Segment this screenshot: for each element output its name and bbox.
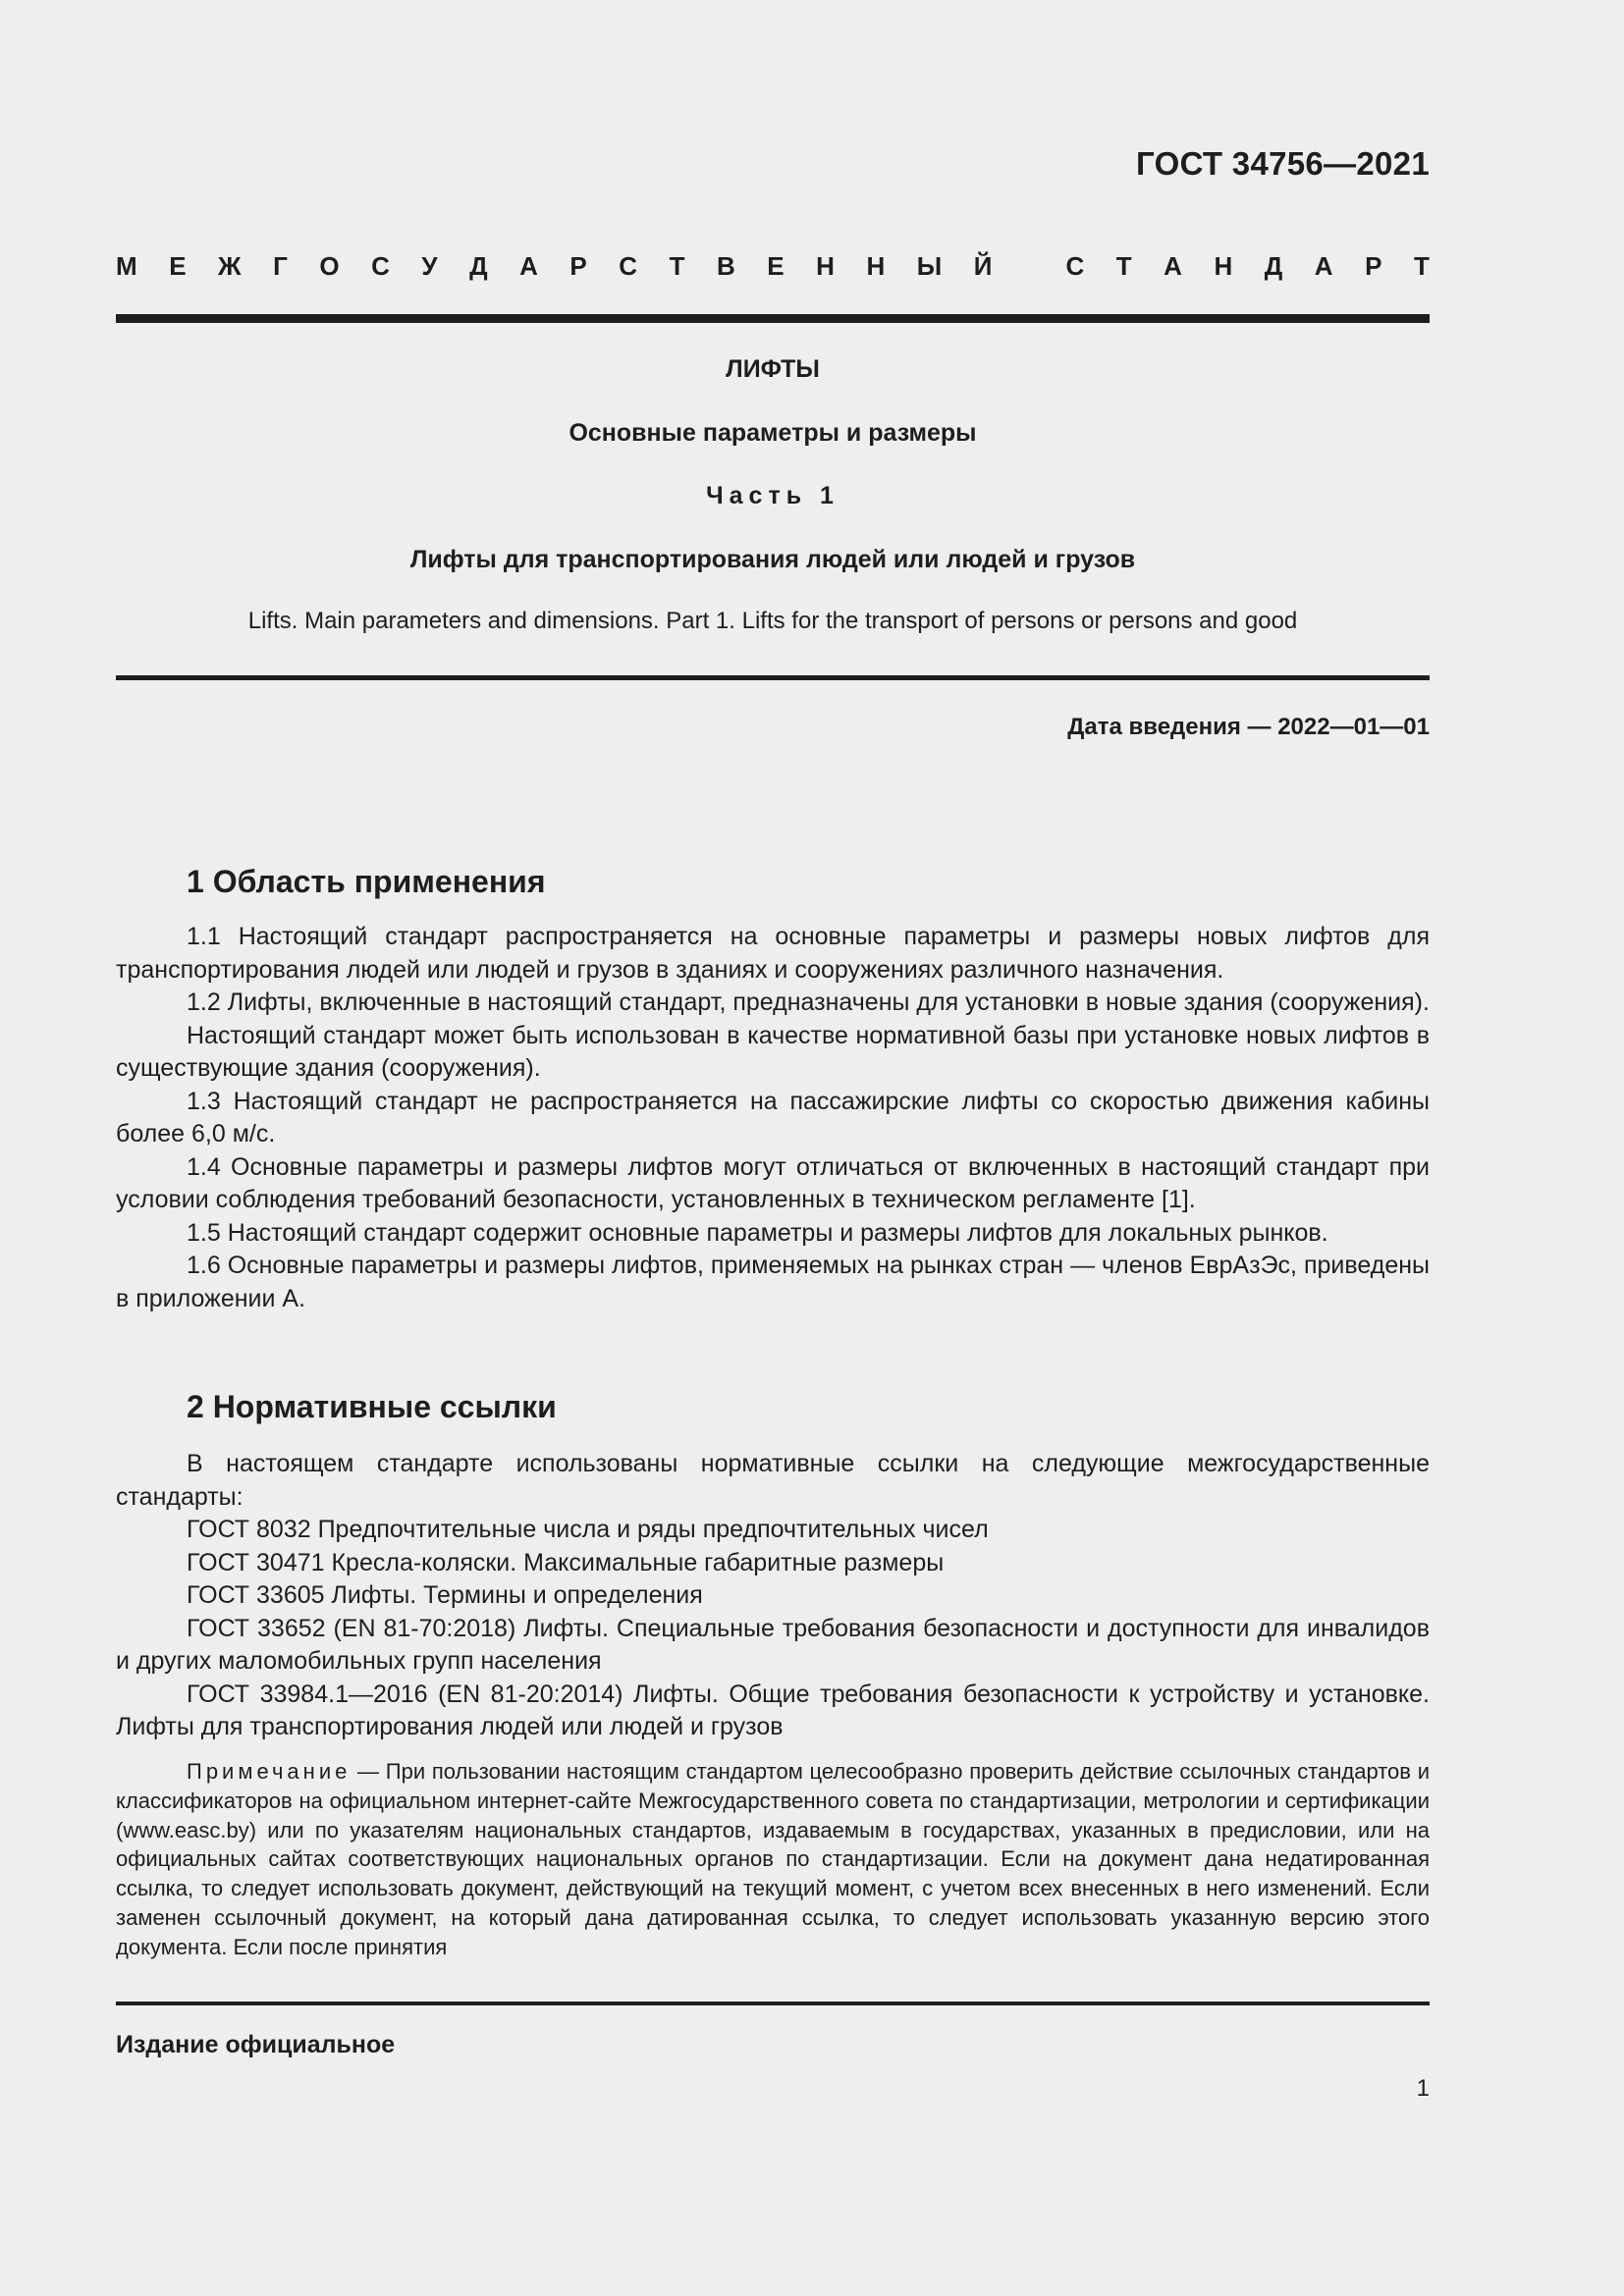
standard-type-letter: С bbox=[371, 251, 390, 281]
title-part-name: Лифты для транспортирования людей или людей и грузов bbox=[409, 546, 1136, 573]
standard-type-letter: Ж bbox=[218, 251, 242, 281]
reference-gost-8032: ГОСТ 8032 Предпочтительные числа и ряды предпочтительных чисел bbox=[187, 1516, 989, 1543]
title-part: Часть 1 bbox=[706, 482, 839, 509]
paragraph-1-2: 1.2 Лифты, включенные в настоящий стандарт, предназначены для установки в новые здания (сооружения). bbox=[187, 988, 1430, 1016]
standard-type-letter: Е bbox=[767, 251, 785, 281]
title-english: Lifts. Main parameters and dimensions. Part 1. Lifts for the transport of persons or persons and good bbox=[247, 608, 1298, 634]
paragraph-1-1: 1.1 Настоящий стандарт распространяется на основные параметры и размеры новых лифтов для транспортирования людей или людей и грузов в зданиях и сооружениях различного назначения. bbox=[116, 923, 1430, 984]
standard-type-letter: Н bbox=[866, 251, 886, 281]
standard-type-letter: О bbox=[319, 251, 340, 281]
paragraph-1-3: 1.3 Настоящий стандарт не распространяется на пассажирские лифты со скоростью движения кабины более 6,0 м/с. bbox=[116, 1087, 1430, 1148]
note-paragraph bbox=[116, 1757, 1430, 1962]
title-bottom-rule bbox=[116, 675, 1430, 680]
standard-type-letter: А bbox=[1314, 251, 1333, 281]
standard-type-letter: С bbox=[619, 251, 638, 281]
standard-type-letter: Т bbox=[669, 251, 685, 281]
section-2-body bbox=[116, 1448, 1430, 1744]
official-edition: Издание официальное bbox=[116, 2031, 396, 2058]
standard-type-letter: Д bbox=[469, 251, 488, 281]
standard-type-letter: Ы bbox=[916, 251, 943, 281]
note bbox=[116, 1757, 1430, 1962]
standard-type-letter: С bbox=[1065, 251, 1085, 281]
standard-type-letter: А bbox=[519, 251, 538, 281]
note-label: Примечание bbox=[187, 1759, 352, 1784]
standard-type-letter: Т bbox=[1413, 251, 1430, 281]
standard-type-letter: А bbox=[1164, 251, 1182, 281]
standard-type-letter: Р bbox=[1365, 251, 1382, 281]
section-1-body bbox=[116, 921, 1430, 1315]
standard-type-letter: Р bbox=[569, 251, 587, 281]
paragraph-1-4: 1.4 Основные параметры и размеры лифтов могут отличаться от включенных в настоящий стандарт при условии соблюдения требований безопасности, установленных в техническом регламенте [1]. bbox=[116, 1152, 1430, 1213]
standard-type-gap bbox=[1024, 251, 1034, 282]
standard-type-letter: Й bbox=[973, 251, 993, 281]
reference-gost-33652: ГОСТ 33652 (EN 81-70:2018) Лифты. Специальные требования безопасности и доступности для инвалидов и других маломобильных групп населения bbox=[116, 1614, 1430, 1675]
standard-type-letter: У bbox=[421, 251, 438, 281]
standard-type-letter: Н bbox=[816, 251, 835, 281]
references-intro: В настоящем стандарте использованы нормативные ссылки на следующие межгосударственные стандарты: bbox=[116, 1450, 1430, 1511]
section-2-title: 2 Нормативные ссылки bbox=[187, 1389, 557, 1424]
section-1-title: 1 Область применения bbox=[187, 864, 546, 899]
page-number: 1 bbox=[1416, 2075, 1430, 2102]
title-subtitle: Основные параметры и размеры bbox=[568, 419, 977, 447]
standard-type-letter: Г bbox=[273, 251, 288, 281]
standard-type-letter: Е bbox=[169, 251, 187, 281]
standard-type-letter: Д bbox=[1264, 251, 1283, 281]
reference-gost-33984: ГОСТ 33984.1—2016 (EN 81-20:2014) Лифты. Общие требования безопасности к устройству и установке. Лифты для транспортирования людей или людей и грузов bbox=[116, 1680, 1430, 1740]
reference-gost-30471: ГОСТ 30471 Кресла-коляски. Максимальные габаритные размеры bbox=[187, 1548, 945, 1576]
introduction-date: Дата введения — 2022—01—01 bbox=[1067, 714, 1430, 740]
title-main: ЛИФТЫ bbox=[726, 355, 820, 383]
top-rule bbox=[116, 314, 1430, 323]
reference-gost-33605: ГОСТ 33605 Лифты. Термины и определения bbox=[187, 1581, 703, 1609]
standard-type-letter: Т bbox=[1115, 251, 1132, 281]
paragraph-1-2-cont: Настоящий стандарт может быть использован в качестве нормативной базы при установке новых лифтов в существующие здания (сооружения). bbox=[116, 1021, 1430, 1082]
document-code: ГОСТ 34756—2021 bbox=[1136, 145, 1430, 182]
standard-type-letter: Н bbox=[1214, 251, 1233, 281]
standard-type-letter: В bbox=[716, 251, 735, 281]
paragraph-1-5: 1.5 Настоящий стандарт содержит основные параметры и размеры лифтов для локальных рынков. bbox=[187, 1218, 1328, 1247]
note-text: — При пользовании настоящим стандартом целесообразно проверить действие ссылочных стандартов и классификаторов на официальном интернет-сайте Межгосударственного совета по стандартизации, метрологии и сертификации (www.easc.by) или по указателям национальных стандартов, издаваемым в государствах, указанных в предисловии, или на официальных сайтах соответствующих национальных органов по стандартизации. Если на документ дана недатированная ссылка, то следует использовать документ, действующий на текущий момент, с учетом всех внесенных в него изменений. Если заменен ссылочный документ, на который дана датированная ссылка, то следует использовать указанную версию этого документа. Если после принятия bbox=[116, 1759, 1430, 1959]
paragraph-1-6: 1.6 Основные параметры и размеры лифтов, применяемых на рынках стран — членов ЕврАзЭс, приведены в приложении А. bbox=[116, 1252, 1430, 1312]
standard-type-letter: М bbox=[116, 251, 137, 281]
standard-type bbox=[116, 251, 1430, 282]
footer-rule bbox=[116, 2002, 1430, 2005]
